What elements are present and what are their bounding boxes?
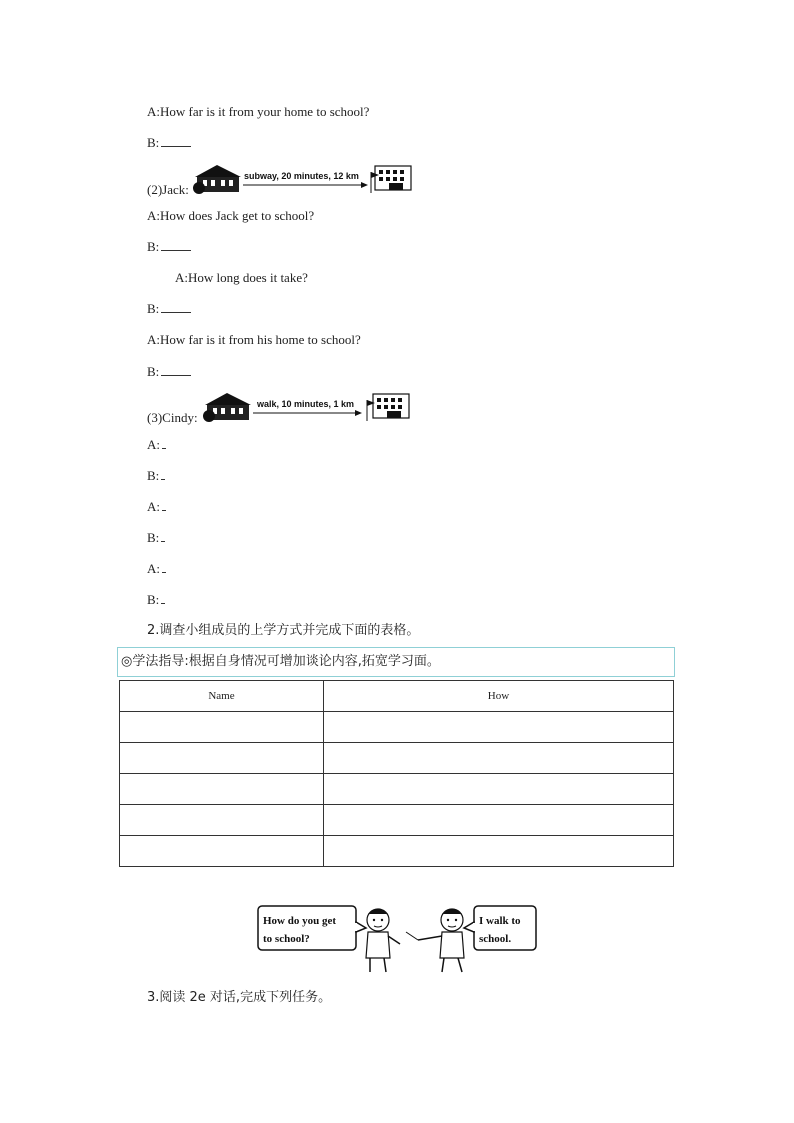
cindy-dialog-line (147, 499, 166, 515)
cindy-route-illustration (203, 388, 415, 424)
table-row (120, 836, 674, 867)
arrow-icon (361, 182, 368, 188)
question-far-his-home: A:How far is it from his home to school? (147, 332, 361, 347)
table-row (120, 743, 674, 774)
table-row (120, 774, 674, 805)
cindy-dialog-line (147, 561, 166, 577)
speaker-label: A: (147, 499, 160, 514)
cindy-route-text: walk, 10 minutes, 1 km (257, 399, 355, 409)
header-how: How (324, 681, 674, 712)
arrow-icon (355, 410, 362, 416)
name-cell[interactable] (120, 836, 324, 867)
school-building-icon (367, 394, 409, 421)
table-row (120, 712, 674, 743)
answer-blank[interactable] (161, 301, 191, 313)
cindy-label: (3)Cindy: (147, 410, 198, 425)
name-cell[interactable] (120, 805, 324, 836)
how-cell[interactable] (324, 805, 674, 836)
answer-line (147, 364, 191, 380)
answer-label: B: (147, 364, 160, 379)
survey-table (119, 680, 674, 867)
answer-blank[interactable] (161, 530, 165, 542)
answer-blank[interactable] (161, 135, 191, 147)
bubble-right-line2: school. (479, 933, 512, 945)
task2-title: 2.调查小组成员的上学方式并完成下面的表格。 (147, 623, 420, 638)
speech-bubble-left (258, 906, 366, 950)
question-how-long: A:How long does it take? (175, 270, 308, 285)
cindy-dialog-line (147, 530, 165, 546)
answer-line (147, 135, 191, 151)
speaker-label: B: (147, 592, 160, 607)
boy-right-figure (406, 909, 464, 973)
answer-blank[interactable] (161, 364, 191, 376)
how-cell[interactable] (324, 743, 674, 774)
name-cell[interactable] (120, 712, 324, 743)
speaker-label: A: (147, 561, 160, 576)
how-cell[interactable] (324, 836, 674, 867)
jack-route-illustration (193, 160, 415, 196)
table-row (120, 805, 674, 836)
boy-left-figure (366, 909, 400, 972)
speech-bubble-right (464, 906, 536, 950)
answer-blank[interactable] (161, 592, 165, 604)
answer-blank[interactable] (162, 437, 166, 449)
how-cell[interactable] (324, 712, 674, 743)
house-icon (203, 393, 251, 422)
question-far-home: A:How far is it from your home to school? (147, 104, 370, 119)
answer-line (147, 239, 191, 255)
answer-blank[interactable] (162, 561, 166, 573)
bubble-left-line1: How do you get (263, 915, 337, 927)
speaker-label: A: (147, 437, 160, 452)
cindy-dialog-line (147, 592, 165, 608)
header-name: Name (120, 681, 324, 712)
cindy-dialog-line (147, 437, 166, 453)
answer-blank[interactable] (162, 499, 166, 511)
speaker-label: B: (147, 530, 160, 545)
school-building-icon (371, 166, 411, 193)
name-cell[interactable] (120, 743, 324, 774)
speaker-label: B: (147, 468, 160, 483)
how-cell[interactable] (324, 774, 674, 805)
jack-route-text: subway, 20 minutes, 12 km (244, 171, 359, 181)
task3-title: 3.阅读 2e 对话,完成下列任务。 (147, 990, 332, 1005)
question-how-jack: A:How does Jack get to school? (147, 208, 315, 223)
answer-label: B: (147, 135, 160, 150)
study-guide-box: ◎学法指导:根据自身情况可增加谈论内容,拓宽学习面。 (117, 647, 675, 677)
answer-blank[interactable] (161, 239, 191, 251)
jack-label: (2)Jack: (147, 182, 189, 197)
bubble-right-line1: I walk to (479, 915, 521, 927)
bubble-left-line2: to school? (263, 933, 310, 945)
cindy-dialog-line (147, 468, 165, 484)
answer-label: B: (147, 301, 160, 316)
answer-blank[interactable] (161, 468, 165, 480)
answer-label: B: (147, 239, 160, 254)
answer-line (147, 301, 191, 317)
cartoon-dialog-illustration (256, 900, 540, 974)
house-icon (193, 165, 241, 194)
name-cell[interactable] (120, 774, 324, 805)
